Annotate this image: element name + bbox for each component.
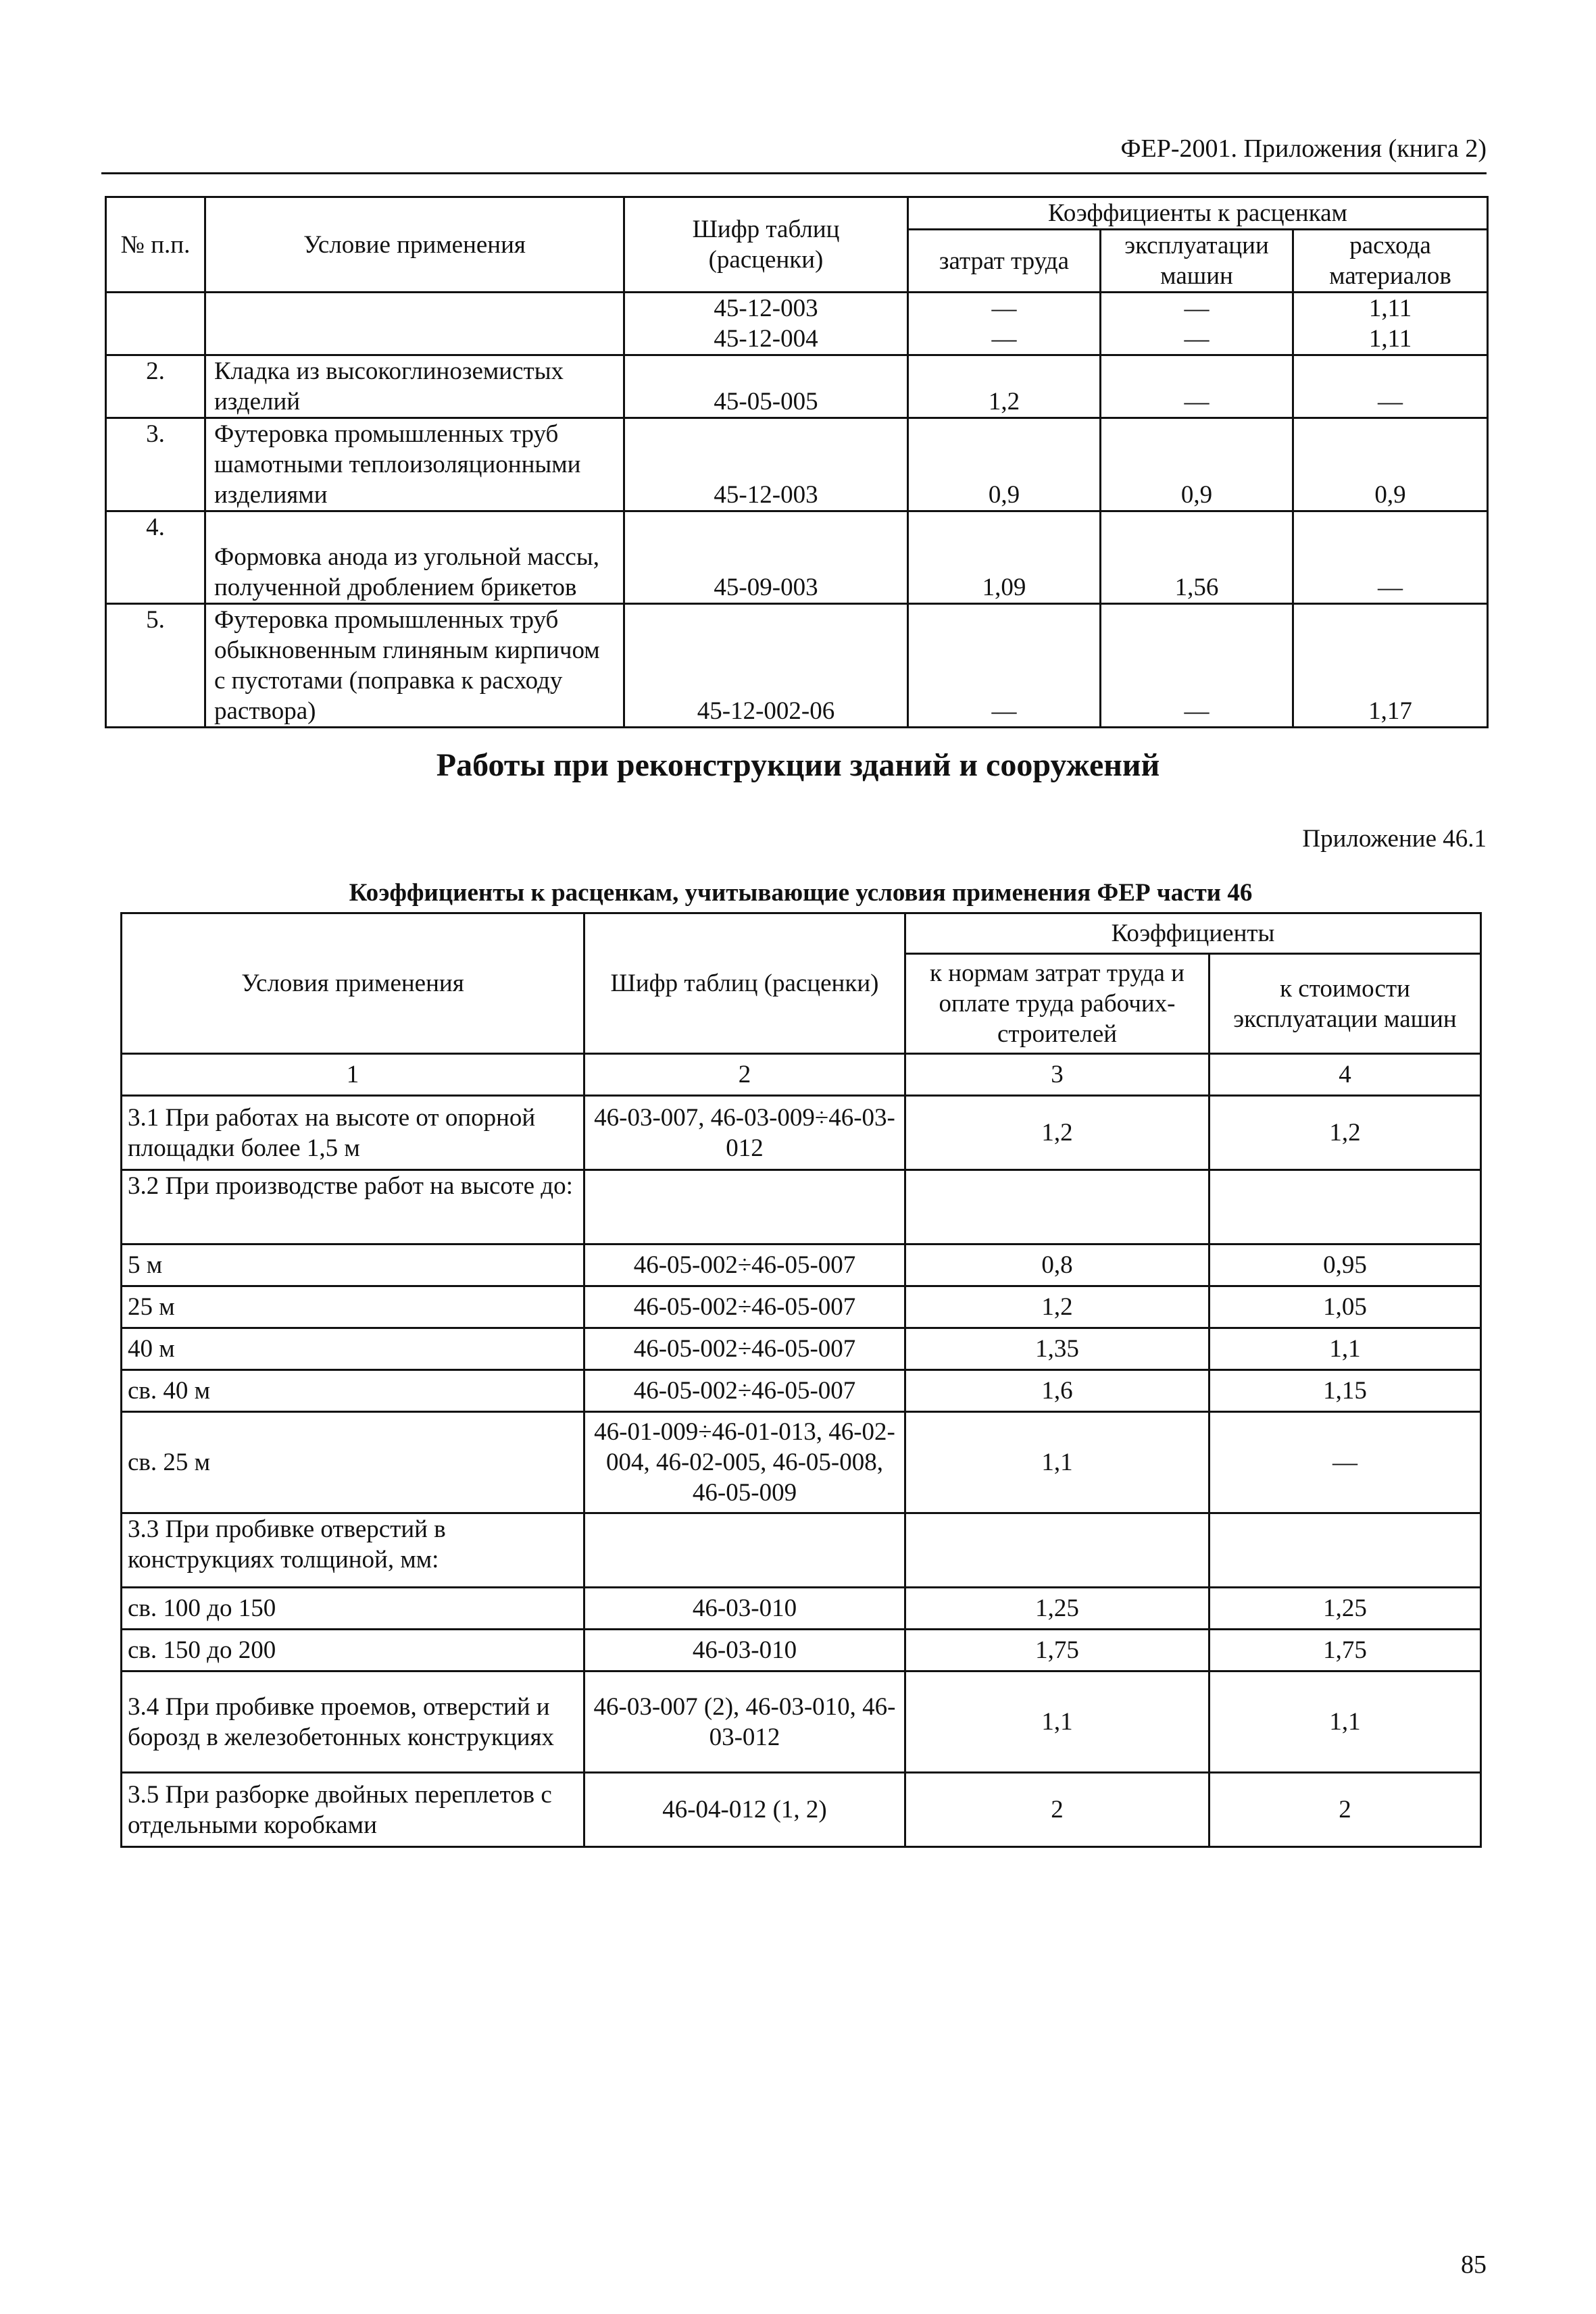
cell-machines: 2 bbox=[1210, 1773, 1481, 1847]
cell-materials: — bbox=[1293, 511, 1488, 604]
cell-labor: 1,1 bbox=[905, 1671, 1210, 1773]
cell-code: 45-12-003 bbox=[624, 293, 908, 324]
cell-num: 5. bbox=[106, 604, 205, 728]
table-row bbox=[122, 1244, 1481, 1286]
cell-code: 46-05-002÷46-05-007 bbox=[584, 1328, 905, 1370]
cell-machines: — bbox=[1210, 1412, 1481, 1513]
section-title: Работы при реконструкции зданий и сооружений bbox=[436, 747, 1160, 783]
table-row bbox=[122, 1630, 1481, 1671]
cell-machines: — bbox=[1101, 604, 1293, 728]
table-row bbox=[122, 1170, 1481, 1244]
cell-code: 46-04-012 (1, 2) bbox=[584, 1773, 905, 1847]
table-row bbox=[122, 1588, 1481, 1630]
cell-condition: Кладка из высокоглиноземистых изделий bbox=[205, 355, 624, 418]
coefficients-table-continued bbox=[105, 196, 1489, 728]
col-header-num: № п.п. bbox=[106, 197, 205, 293]
cell-labor: 1,09 bbox=[908, 511, 1101, 604]
cell-condition: 25 м bbox=[122, 1286, 584, 1328]
cell-labor: 1,2 bbox=[905, 1286, 1210, 1328]
page-number: 85 bbox=[1461, 2250, 1487, 2279]
cell-labor: — bbox=[908, 324, 1101, 355]
cell-materials: 1,17 bbox=[1293, 604, 1488, 728]
cell-code: 46-05-002÷46-05-007 bbox=[584, 1244, 905, 1286]
cell-labor: 1,75 bbox=[905, 1630, 1210, 1671]
table-row bbox=[106, 604, 1488, 728]
cell-labor: 1,2 bbox=[908, 355, 1101, 418]
table-row bbox=[106, 293, 1488, 324]
cell-condition: Футеровка промышленных труб шамотными теплоизоляционными изделиями bbox=[205, 418, 624, 511]
cell-machines: 0,95 bbox=[1210, 1244, 1481, 1286]
cell-code: 45-09-003 bbox=[624, 511, 908, 604]
cell-code: 46-05-002÷46-05-007 bbox=[584, 1370, 905, 1412]
cell-machines: — bbox=[1101, 324, 1293, 355]
cell-materials: — bbox=[1293, 355, 1488, 418]
col-header-materials: расхода материалов bbox=[1293, 230, 1488, 293]
table-row bbox=[122, 1286, 1481, 1328]
table-caption: Коэффициенты к расценкам, учитывающие условия применения ФЕР части 46 bbox=[349, 879, 1253, 907]
col-header-labor: к нормам затрат труда и оплате труда рабочих-строителей bbox=[905, 954, 1210, 1054]
cell-code: 46-03-007 (2), 46-03-010, 46-03-012 bbox=[584, 1671, 905, 1773]
cell-condition: 3.5 При разборке двойных переплетов с отдельными коробками bbox=[122, 1773, 584, 1847]
cell-condition: св. 40 м bbox=[122, 1370, 584, 1412]
cell-machines: 1,56 bbox=[1101, 511, 1293, 604]
cell-code: 46-05-002÷46-05-007 bbox=[584, 1286, 905, 1328]
cell-code: 45-05-005 bbox=[624, 355, 908, 418]
cell-labor: 1,2 bbox=[905, 1096, 1210, 1170]
col-header-coefficients: Коэффициенты bbox=[905, 913, 1481, 954]
cell-labor: 2 bbox=[905, 1773, 1210, 1847]
cell-machines: — bbox=[1101, 293, 1293, 324]
col-number-3: 3 bbox=[905, 1054, 1210, 1096]
cell-code: 46-03-010 bbox=[584, 1588, 905, 1630]
table-row bbox=[106, 511, 1488, 604]
cell-labor: 0,8 bbox=[905, 1244, 1210, 1286]
col-number-2: 2 bbox=[584, 1054, 905, 1096]
col-number-4: 4 bbox=[1210, 1054, 1481, 1096]
cell-machines: 1,1 bbox=[1210, 1671, 1481, 1773]
cell-num: 3. bbox=[106, 418, 205, 511]
cell-condition: св. 100 до 150 bbox=[122, 1588, 584, 1630]
table-row bbox=[122, 1328, 1481, 1370]
cell-labor: 1,1 bbox=[905, 1412, 1210, 1513]
cell-labor: 1,35 bbox=[905, 1328, 1210, 1370]
cell-machines: 1,25 bbox=[1210, 1588, 1481, 1630]
table-row bbox=[106, 324, 1488, 355]
col-header-labor: затрат труда bbox=[908, 230, 1101, 293]
cell-machines: 1,15 bbox=[1210, 1370, 1481, 1412]
table-row bbox=[122, 1370, 1481, 1412]
running-header: ФЕР-2001. Приложения (книга 2) bbox=[101, 132, 1487, 174]
cell-labor: — bbox=[908, 293, 1101, 324]
table-row bbox=[122, 1096, 1481, 1170]
col-header-code: Шифр таблиц (расценки) bbox=[624, 197, 908, 293]
table-row bbox=[122, 1671, 1481, 1773]
cell-condition: 3.1 При работах на высоте от опорной площадки более 1,5 м bbox=[122, 1096, 584, 1170]
table-row bbox=[122, 1773, 1481, 1847]
cell-condition: Формовка анода из угольной массы, полученной дроблением брикетов bbox=[205, 511, 624, 604]
cell-code: 46-03-010 bbox=[584, 1630, 905, 1671]
cell-machines: 1,1 bbox=[1210, 1328, 1481, 1370]
cell-condition: 3.4 При пробивке проемов, отверстий и борозд в железобетонных конструкциях bbox=[122, 1671, 584, 1773]
cell-machines: 1,75 bbox=[1210, 1630, 1481, 1671]
table-row bbox=[106, 355, 1488, 418]
table-row bbox=[122, 1513, 1481, 1588]
coefficients-table-part-46 bbox=[120, 912, 1482, 1848]
cell-num: 2. bbox=[106, 355, 205, 418]
cell-machines: — bbox=[1101, 355, 1293, 418]
cell-code: 45-12-004 bbox=[624, 324, 908, 355]
cell-code: 46-03-007, 46-03-009÷46-03-012 bbox=[584, 1096, 905, 1170]
cell-materials: 1,11 bbox=[1293, 324, 1488, 355]
cell-code: 45-12-002-06 bbox=[624, 604, 908, 728]
col-header-condition: Условия применения bbox=[122, 913, 584, 1054]
cell-labor: 1,25 bbox=[905, 1588, 1210, 1630]
cell-condition: Футеровка промышленных труб обыкновенным глиняным кирпичом с пустотами (поправка к расходу раствора) bbox=[205, 604, 624, 728]
cell-condition: 3.3 При пробивке отверстий в конструкциях толщиной, мм: bbox=[122, 1513, 584, 1588]
cell-machines: 0,9 bbox=[1101, 418, 1293, 511]
cell-num: 4. bbox=[106, 511, 205, 604]
cell-condition: св. 25 м bbox=[122, 1412, 584, 1513]
col-header-machines: к стоимости эксплуатации машин bbox=[1210, 954, 1481, 1054]
table-row bbox=[106, 418, 1488, 511]
cell-labor: — bbox=[908, 604, 1101, 728]
cell-machines: 1,2 bbox=[1210, 1096, 1481, 1170]
appendix-label: Приложение 46.1 bbox=[1302, 825, 1487, 853]
cell-code: 45-12-003 bbox=[624, 418, 908, 511]
cell-labor: 0,9 bbox=[908, 418, 1101, 511]
col-header-condition: Условие применения bbox=[205, 197, 624, 293]
table-row bbox=[122, 1412, 1481, 1513]
cell-materials: 0,9 bbox=[1293, 418, 1488, 511]
col-header-code: Шифр таблиц (расценки) bbox=[584, 913, 905, 1054]
cell-labor: 1,6 bbox=[905, 1370, 1210, 1412]
cell-condition: 40 м bbox=[122, 1328, 584, 1370]
cell-code: 46-01-009÷46-01-013, 46-02-004, 46-02-005, 46-05-008, 46-05-009 bbox=[584, 1412, 905, 1513]
cell-condition: 3.2 При производстве работ на высоте до: bbox=[122, 1170, 584, 1244]
cell-condition: 5 м bbox=[122, 1244, 584, 1286]
cell-materials: 1,11 bbox=[1293, 293, 1488, 324]
cell-condition: св. 150 до 200 bbox=[122, 1630, 584, 1671]
col-header-coefficients: Коэффициенты к расценкам bbox=[908, 197, 1488, 230]
col-header-machines: эксплуатации машин bbox=[1101, 230, 1293, 293]
cell-machines: 1,05 bbox=[1210, 1286, 1481, 1328]
col-number-1: 1 bbox=[122, 1054, 584, 1096]
